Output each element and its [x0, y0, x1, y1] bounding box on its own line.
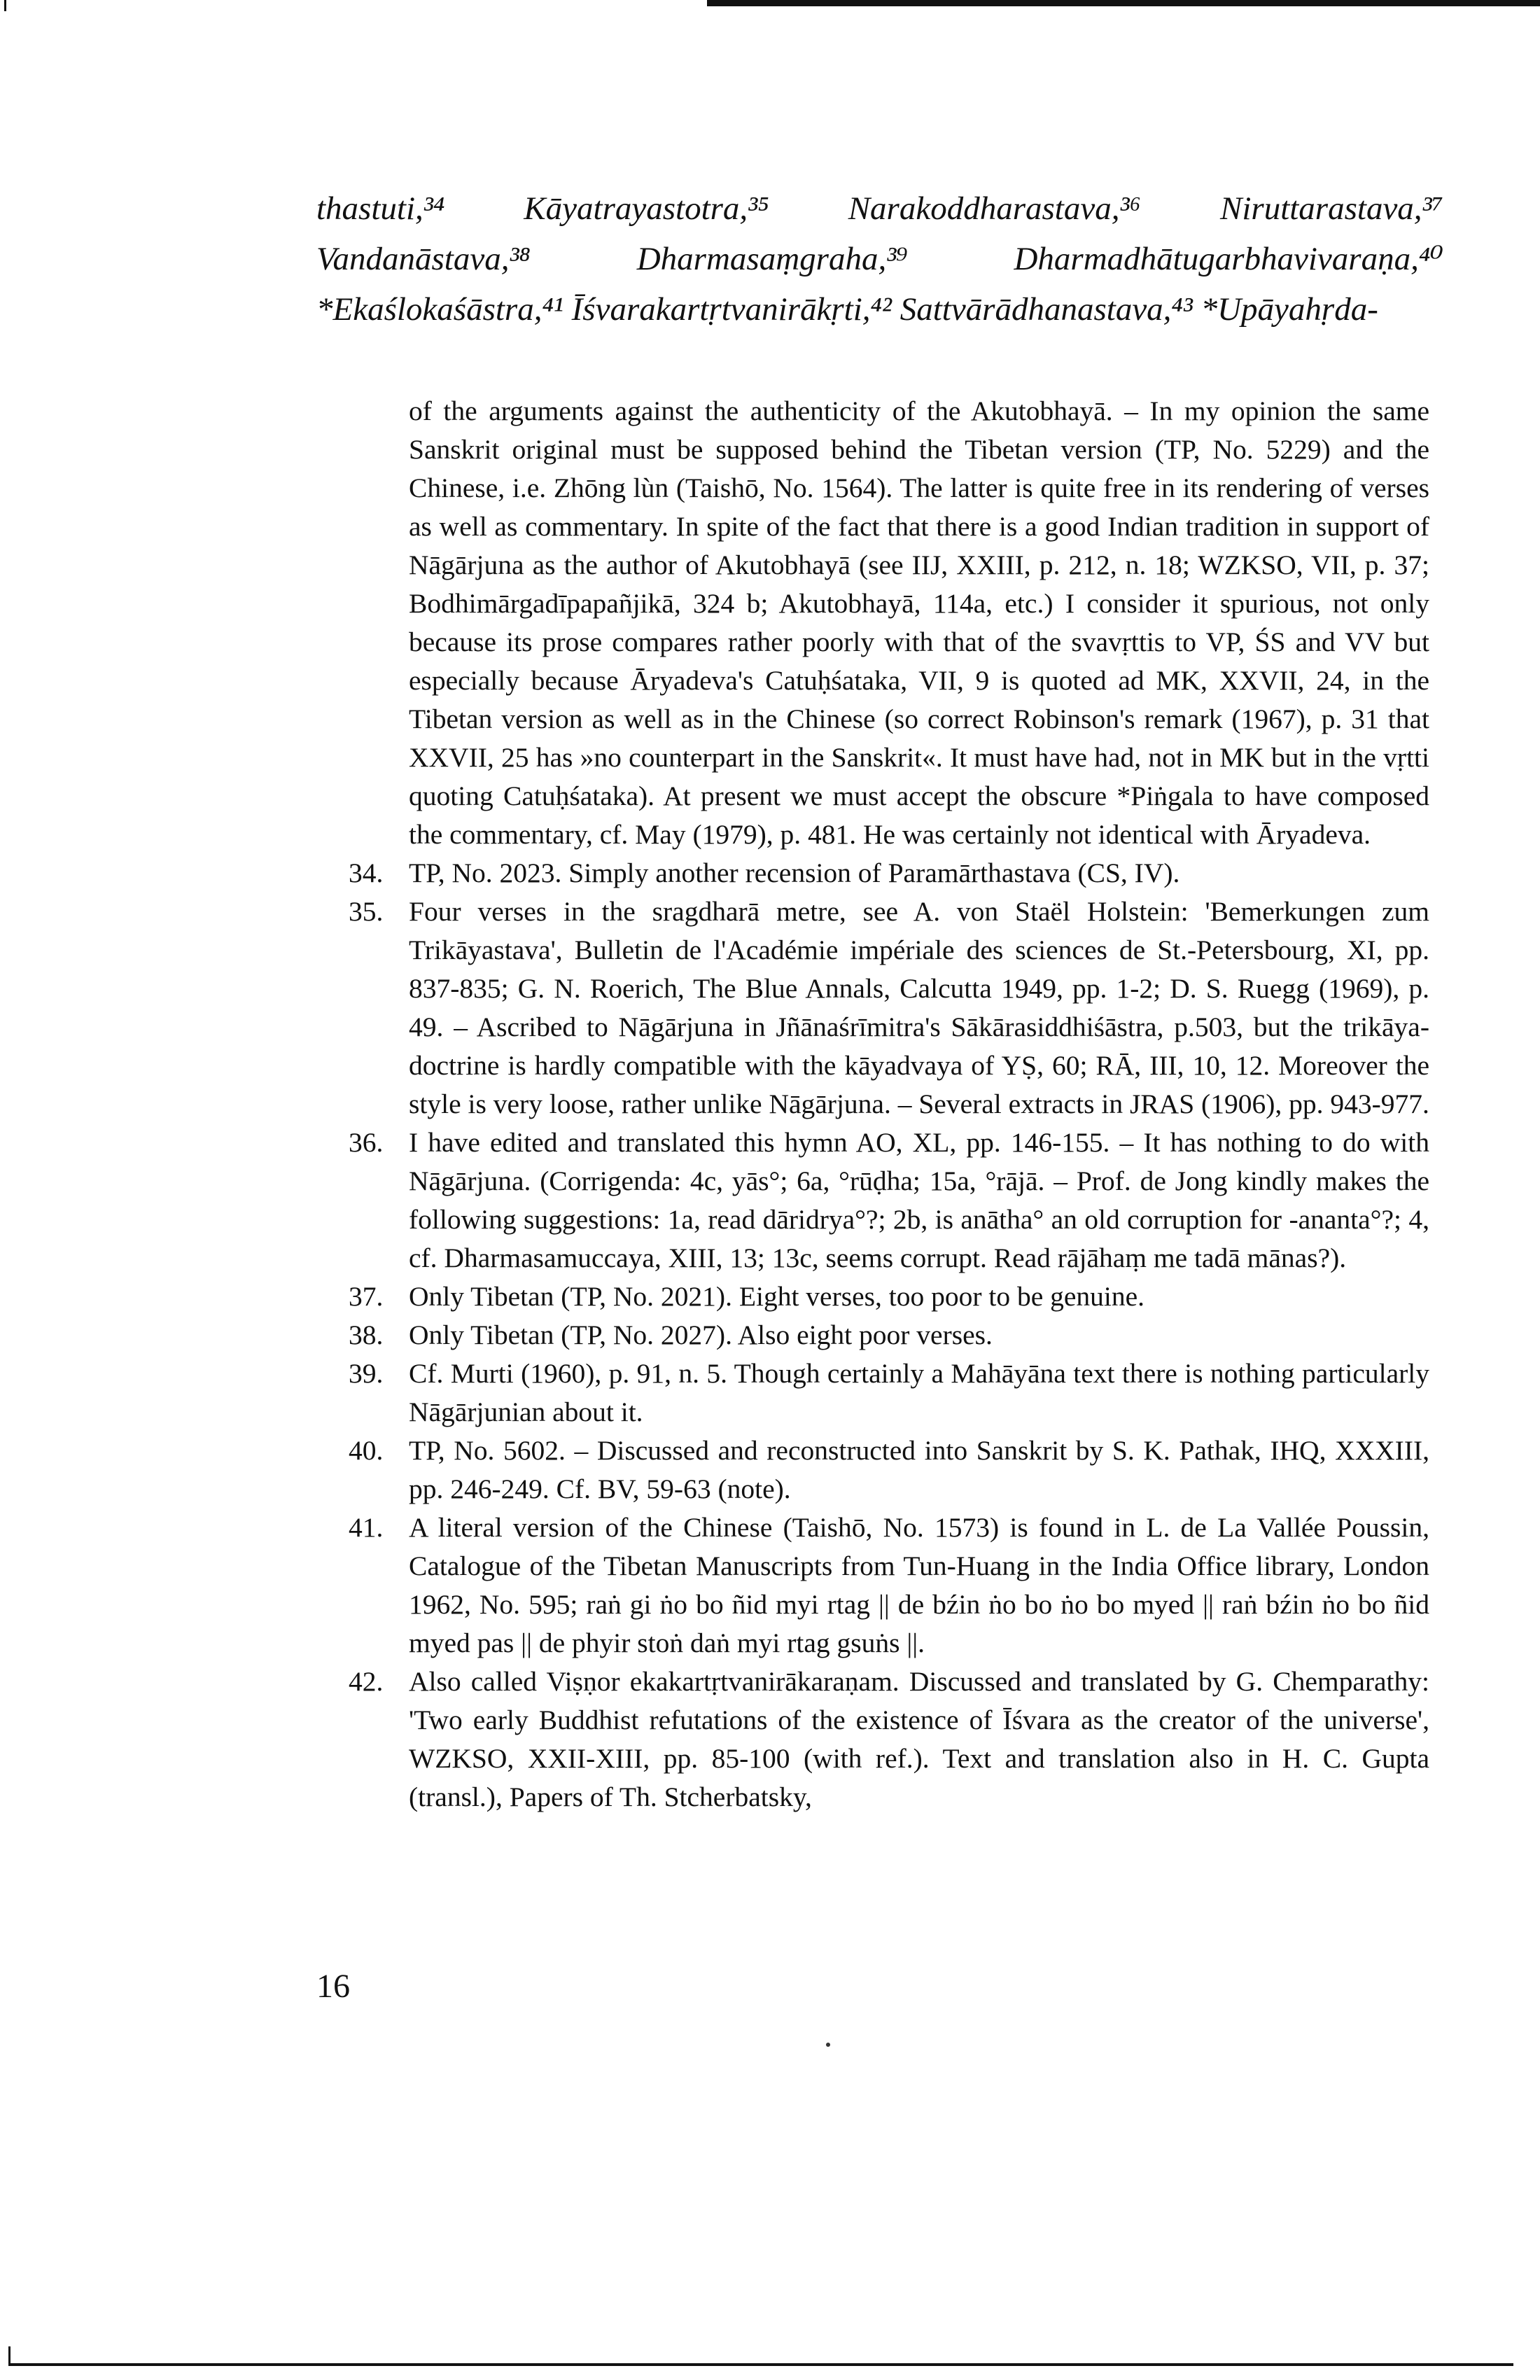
footnote-text: TP, No. 2023. Simply another recension of Paramārthastava (CS, IV). — [409, 858, 1180, 888]
footnote-40 — [349, 1432, 1429, 1508]
footnote-number: 35. — [349, 896, 384, 927]
footnote-number: 40. — [349, 1435, 384, 1466]
footnote-38 — [349, 1316, 1429, 1354]
footnote-35 — [349, 892, 1429, 1124]
main-text-carry-over: thastuti,³⁴ Kāyatrayastotra,³⁵ Narakoddharastava,³⁶ Niruttarastava,³⁷ Vandanāstava,³⁸ Dharmasaṃgraha,³⁹ Dharmadhātugarbhavivaraṇa,⁴⁰ *Ekaślokaśāstra,⁴¹ Īśvarakartṛtvanirākṛti,⁴² Sattvārādhanastava,⁴³ *Upāyahṛda- — [316, 190, 1443, 328]
footnote-41 — [349, 1508, 1429, 1662]
footnote-number: 42. — [349, 1666, 384, 1697]
footnotes-block — [349, 392, 1429, 1816]
footnote-text: TP, No. 5602. – Discussed and reconstructed into Sanskrit by S. K. Pathak, IHQ, XXXIII, pp. 246-249. Cf. BV, 59-63 (note). — [409, 1435, 1429, 1504]
footnote-number: 41. — [349, 1512, 384, 1543]
footnote-number: 36. — [349, 1127, 384, 1158]
footnote-text: Four verses in the sragdharā metre, see A. von Staël Holstein: 'Bemerkungen zum Trikāyastava', Bulletin de l'Académie impériale des sciences de St.-Petersbourg, XI, pp. 837-835; G. N. Roerich, The Blue Annals, Calcutta 1949, pp. 1-2; D. S. Ruegg (1969), p. 49. – Ascribed to Nāgārjuna in Jñānaśrīmitra's Sākārasiddhiśāstra, p.503, but the trikāya-doctrine is hardly compatible with the kāyadvaya of YṢ, 60; RĀ, III, 10, 12. Moreover the style is very loose, rather unlike Nāgārjuna. – Several extracts in JRAS (1906), pp. 943-977. — [409, 896, 1429, 1119]
footnote-number: 34. — [349, 858, 384, 888]
footnote-text: Only Tibetan (TP, No. 2021). Eight verses, too poor to be genuine. — [409, 1281, 1145, 1312]
footnote-42 — [349, 1662, 1429, 1816]
footnote-37 — [349, 1278, 1429, 1316]
scan-bottom-edge — [8, 2363, 1513, 2366]
footnote-36 — [349, 1124, 1429, 1278]
footnote-39 — [349, 1354, 1429, 1432]
footnote-text: Only Tibetan (TP, No. 2027). Also eight poor verses. — [409, 1320, 993, 1350]
footnote-34 — [349, 854, 1429, 892]
footnote-number: 39. — [349, 1358, 384, 1389]
footnote-number: 38. — [349, 1320, 384, 1350]
scan-edge-mark — [4, 0, 6, 11]
scan-top-edge — [707, 0, 1540, 6]
scan-speck — [826, 2043, 830, 2047]
footnote-text: I have edited and translated this hymn AO, XL, pp. 146-155. – It has nothing to do with Nāgārjuna. (Corrigenda: 4c, yās°; 6a, °rūḍha; 15a, °rājā. – Prof. de Jong kindly makes the following suggestions: 1a, read dāridrya°?; 2b, is anātha° an old corruption for -ananta°?; 4, cf. Dharmasamuccaya, XIII, 13; 13c, seems corrupt. Read rājāhaṃ me tadā mānas?). — [409, 1127, 1429, 1273]
page-number: 16 — [316, 1968, 350, 2005]
footnote-33-continuation: of the arguments against the authenticity of the Akutobhayā. – In my opinion the same Sanskrit original must be supposed behind the Tibetan version (TP, No. 5229) and the Chinese, i.e. Zhōng lùn (Taishō, No. 1564). The latter is quite free in its rendering of verses as well as commentary. In spite of the fact that there is a good Indian tradition in support of Nāgārjuna as the author of Akutobhayā (see IIJ, XXIII, p. 212, n. 18; WZKSO, VII, p. 37; Bodhimārgadīpapañjikā, 324 b; Akutobhayā, 114a, etc.) I consider it spurious, not only because its prose compares rather poorly with that of the svavṛttis to VP, ŚS and VV but especially because Āryadeva's Catuḥśataka, VII, 9 is quoted ad MK, XXVII, 24, in the Tibetan version as well as in the Chinese (so correct Robinson's remark (1967), p. 31 that XXVII, 25 has »no counterpart in the Sanskrit«. It must have had, not in MK but in the vṛtti quoting Catuḥśataka). At present we must accept the obscure *Piṅgala to have composed the commentary, cf. May (1979), p. 481. He was certainly not identical with Āryadeva. — [409, 396, 1429, 850]
footnote-text: Also called Viṣṇor ekakartṛtvanirākaraṇam. Discussed and translated by G. Chemparathy: 'Two early Buddhist refutations of the existence of Īśvara as the creator of the universe', WZKSO, XXII-XIII, pp. 85-100 (with ref.). Text and translation also in H. C. Gupta (transl.), Papers of Th. Stcherbatsky, — [409, 1666, 1429, 1812]
footnote-number: 37. — [349, 1281, 384, 1312]
footnote-text: Cf. Murti (1960), p. 91, n. 5. Though certainly a Mahāyāna text there is nothing particularly Nāgārjunian about it. — [409, 1358, 1429, 1427]
footnote-text: A literal version of the Chinese (Taishō, No. 1573) is found in L. de La Vallée Poussin, Catalogue of the Tibetan Manuscripts from Tun-Huang in the India Office library, London 1962, No. 595; raṅ gi ṅo bo ñid myi rtag || de bźin ṅo bo ṅo bo myed || raṅ bźin ṅo bo ñid myed pas || de phyir stoṅ daṅ myi rtag gsuṅs ||. — [409, 1512, 1429, 1658]
